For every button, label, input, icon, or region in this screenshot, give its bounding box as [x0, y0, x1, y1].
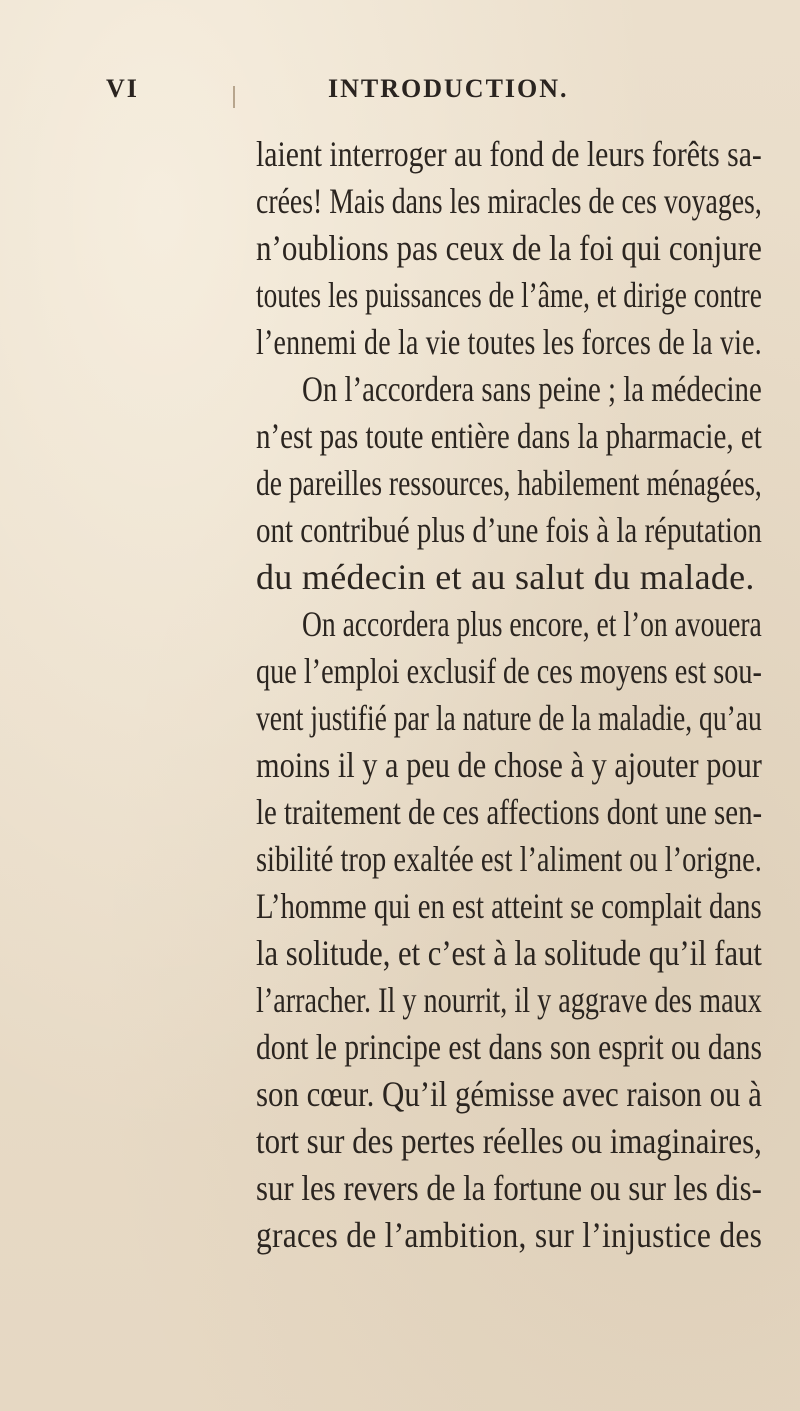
text-line: le traitement de ces affections dont une sen-: [256, 792, 763, 832]
text-line: dont le principe est dans son esprit ou dans: [256, 1027, 762, 1067]
text-line: On accordera plus encore, et l’on avouera: [302, 604, 762, 644]
text-line: l’ennemi de la vie toutes les forces de la vie.: [256, 322, 762, 362]
text-line: L’homme qui en est atteint se complait dans: [256, 886, 762, 926]
text-line: n’est pas toute entière dans la pharmacie, et: [256, 416, 762, 456]
text-line: moins il y a peu de chose à y ajouter pour: [256, 745, 762, 785]
text-line: que l’emploi exclusif de ces moyens est sou-: [256, 651, 762, 691]
text-line: laient interroger au fond de leurs forêts sa-: [256, 134, 762, 174]
text-line: sur les revers de la fortune ou sur les dis-: [256, 1168, 762, 1208]
running-title: INTRODUCTION.: [328, 74, 569, 103]
text-line: la solitude, et c’est à la solitude qu’il faut: [256, 933, 762, 973]
print-mark: [233, 86, 235, 108]
text-line: crées! Mais dans les miracles de ces voyages,: [256, 181, 762, 221]
text-line: toutes les puissances de l’âme, et dirige contre: [256, 275, 762, 315]
text-line: son cœur. Qu’il gémisse avec raison ou à: [256, 1074, 762, 1114]
text-line: de pareilles ressources, habilement ménagées,: [256, 463, 762, 503]
text-line: vent justifié par la nature de la maladie, qu’au: [256, 698, 762, 738]
running-head: [106, 74, 666, 108]
page-number: VI: [106, 74, 139, 103]
text-line: On l’accordera sans peine ; la médecine: [302, 369, 762, 409]
text-line: sibilité trop exaltée est l’aliment ou l’origne.: [256, 839, 762, 879]
text-line: graces de l’ambition, sur l’injustice des: [256, 1215, 763, 1255]
text-line: l’arracher. Il y nourrit, il y aggrave des maux: [256, 980, 762, 1020]
text-line: du médecin et au salut du malade.: [256, 557, 755, 597]
text-line: ont contribué plus d’une fois à la réputation: [256, 510, 762, 550]
text-line: tort sur des pertes réelles ou imaginaires,: [256, 1121, 762, 1161]
text-line: n’oublions pas ceux de la foi qui conjure: [256, 228, 762, 268]
